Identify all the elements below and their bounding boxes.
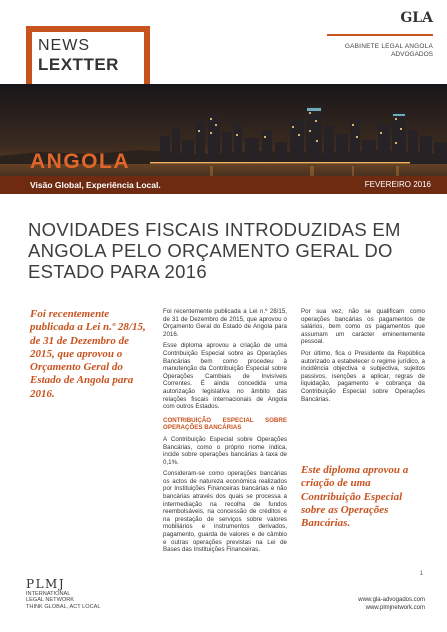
masthead-news: NEWS (38, 37, 90, 54)
paragraph: Por último, fica o Presidente da República autorizado a estabelecer o regime jurídico, a incidência objectiva e subjectiva, sujeitos passivos, isenções a aplicar, regras de liquidação, pagamento e cobrança da Contribuição Especial sobre Operações Bancárias. (301, 349, 425, 403)
paragraph: Esse diploma aprovou a criação de uma Contribuição Especial sobre as Operações Bancárias bem como procedeu à manutenção da Contribuição Especial sobre Operações Cambiais de Invisíveis Correntes. É ainda concedida uma autorização legislativa no âmbito das relações fiscais internacionais de Angola com outros Estados. (163, 342, 287, 411)
paragraph: Foi recentemente publicada a Lei n.º 28/15, de 31 de Dezembro de 2015, que aprovou o Orçamento Geral do Estado de Angola para 2016. (163, 308, 287, 338)
section-subhead: CONTRIBUIÇÃO ESPECIAL SOBRE OPERAÇÕES BANCÁRIAS (163, 416, 287, 432)
banner-country: ANGOLA (30, 150, 130, 173)
body-column-3 (301, 308, 425, 407)
gla-logo (273, 11, 433, 59)
website-link-gla[interactable]: www.gla-advogados.com (358, 597, 425, 603)
gla-divider (327, 34, 433, 36)
body-column-2 (163, 308, 287, 558)
issue-date: FEVEREIRO 2016 (364, 180, 431, 189)
banner-tagline: Visão Global, Experiência Local. (30, 180, 161, 190)
paragraph: A Contribuição Especial sobre Operações Bancárias, como o próprio nome indica, incide sobre operações bancárias à taxa de 0,1%. (163, 435, 287, 466)
plmj-tagline-3: THINK GLOBAL, ACT LOCAL (26, 603, 101, 610)
plmj-tagline-1: INTERNATIONAL (26, 591, 71, 597)
plmj-logo (26, 578, 136, 610)
plmj-wordmark: PLMJ (26, 577, 66, 591)
gla-sub: ADVOGADOS (391, 51, 433, 58)
plmj-tagline-2: LEGAL NETWORK (26, 597, 74, 604)
pull-quote-intro: Foi recentemente publicada a Lei n.º 28/15, de 31 de Dezembro de 2015, que aprovou o Orçamento Geral do Estado de Angola para 2016. (30, 308, 146, 400)
article-headline: NOVIDADES FISCAIS INTRODUZIDAS EM ANGOLA PELO ORÇAMENTO GERAL DO ESTADO PARA 2016 (28, 219, 401, 282)
masthead-lextter: LEXTTER (38, 55, 119, 74)
gla-mark: GLA (400, 10, 433, 26)
website-link-plmj[interactable]: www.plmjnetwork.com (365, 604, 425, 611)
paragraph: Consideram-se como operações bancárias os actos de natureza económica realizados por Instituições Financeiras bancárias e não bancárias através dos quais se processa a intermediação na recolha de fundos reembolsáveis, na concessão de créditos e na prestação de serviços sobre valores mobiliários e instrumentos derivados, pagamento, guarda de valores e de câmbio e outras operações previstas na Lei de Bases das Instituições Financeiras. (163, 470, 287, 554)
paragraph: Por sua vez, não se qualificam como operações bancárias os pagamentos de salários, bem como os pagamentos que assumam um carácter eminentemente pessoal. (301, 308, 425, 346)
gla-name: GABINETE LEGAL ANGOLA (344, 43, 433, 50)
pull-quote-highlight: Este diploma aprovou a criação de uma Contribuição Especial sobre as Operações Bancárias. (301, 464, 409, 530)
footer-websites (358, 597, 425, 612)
page-number: 1 (419, 571, 423, 577)
